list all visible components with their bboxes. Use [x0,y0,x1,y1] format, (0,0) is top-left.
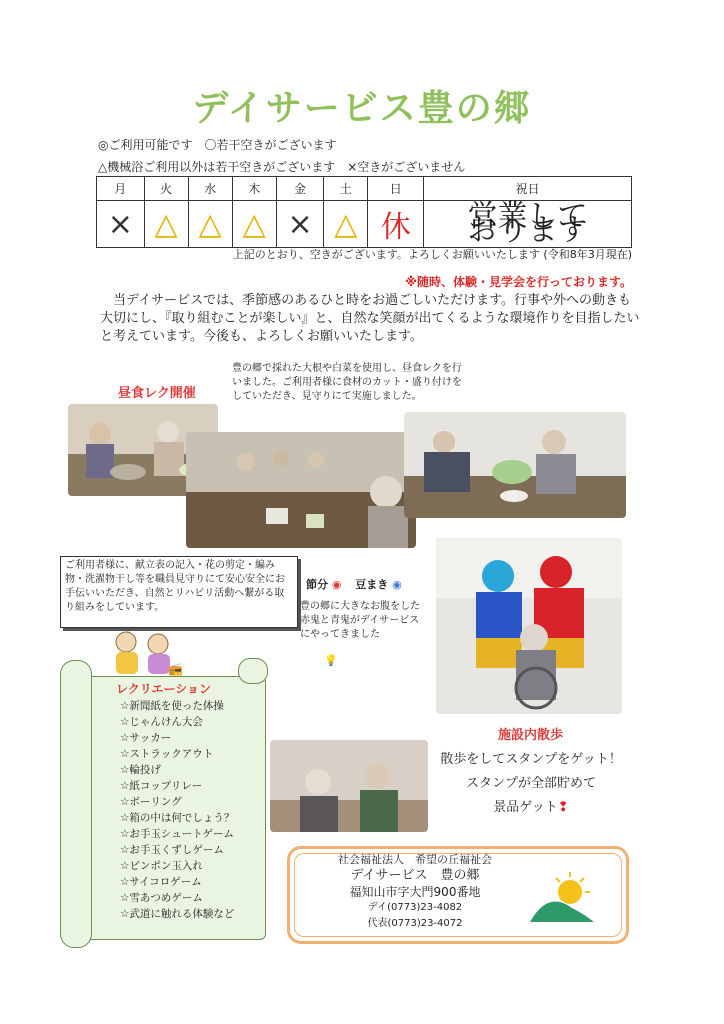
mark-thu: △ [232,201,276,248]
availability-table [96,176,632,248]
contact-text [300,852,530,932]
sunrise-logo [528,868,596,924]
contact-org: 社会福祉法人 希望の丘福祉会 [338,853,492,866]
exclamation-icon: ❢ [557,800,569,815]
scroll-left-roll [60,660,92,948]
mark-sun: 休 [368,201,424,248]
recreation-item: ☆雪あつめゲーム [120,892,203,904]
radio-icon: 📻 [168,662,183,676]
scroll-top-roll [238,658,268,684]
mark-mon: × [97,201,145,248]
contact-tel-day: デイ(0773)23-4082 [367,902,463,913]
mamemaki-label: 豆まき [355,578,389,591]
walk-photo [270,740,428,832]
recreation-item: ☆紙コップリレー [120,780,203,792]
recreation-item: ☆箱の中は何でしょう？ [120,812,235,824]
walk-line-2: スタンプが全部貯めて [465,776,596,791]
day-thu: 木 [232,177,276,201]
recreation-item: ☆サイコロゲーム [120,876,202,888]
oni-photo [436,538,622,714]
lightbulb-icon: 💡 [324,654,338,667]
contact-address: 福知山市字大門900番地 [349,885,481,899]
legend-line-2: △機械浴ご利用以外は若干空きがございます ×空きがございません [98,160,466,174]
blue-oni-icon: ◉ [392,578,402,591]
walk-line-3-wrap [436,796,626,820]
recreation-item: ☆じゃんけん大会 [120,716,203,728]
recreation-item: ☆武道に触れる体験など [120,908,235,920]
walk-line-1: 散歩をしてスタンプをゲット！ [440,752,622,767]
recreation-item: ☆ピンポン玉入れ [120,860,203,872]
day-wed: 水 [188,177,232,201]
day-tue: 火 [144,177,188,201]
red-oni-icon: ◉ [331,578,342,591]
day-sat: 土 [324,177,368,201]
recreation-heading: レクリエーション [116,682,212,696]
recreation-item: ☆新聞紙を使った体操 [120,700,224,712]
setsubun-heading [306,576,402,592]
mark-tue: △ [144,201,188,248]
cutting-photo [404,412,626,518]
day-holiday: 祝日 [424,177,632,201]
day-fri: 金 [276,177,324,201]
mark-wed: △ [188,201,232,248]
recreation-item: ☆ボーリング [120,796,182,808]
lunch-heading: 昼食レク開催 [118,386,196,401]
day-sun: 日 [368,177,424,201]
intro-paragraph: 当デイサービスでは、季節感のあるひと時をお過ごしいただけます。行事や外への動きも大切にし、『取り組むことが楽しい』と、自然な笑顔が出てくるような環境作りを目指したいと考えています。今後も、よろしくお願いいたします。 [100,293,640,344]
mark-sat: △ [324,201,368,248]
contact-name: デイサービス 豊の郷 [350,868,480,883]
mark-fri: × [276,201,324,248]
recreation-item: ☆サッカー [120,732,172,744]
day-mon: 月 [97,177,145,201]
dining-photo [186,432,416,548]
walk-heading: 施設内散歩 [498,728,564,743]
chores-box: ご利用者様に、献立表の記入・花の剪定・編み物・洗濯物干し等を職員見守りにて安心安全にお手伝いいただき、自然とリハビリ活動へ繋がる取り組みをしています。 [60,556,298,628]
recreation-item: ☆輪投げ [120,764,161,776]
setsubun-text: 豊の郷に大きなお腹をした赤鬼と青鬼がデイサービスにやってきました [300,601,420,640]
recreation-item: ☆お手玉シュートゲーム [120,828,234,840]
trial-note: ※随時、体験・見学会を行っております。 [405,275,632,289]
page-title: デイサービス豊の郷 [192,88,532,129]
walk-line-3: 景品ゲット [493,800,558,815]
contact-tel-main: 代表(0773)23-4072 [367,918,463,929]
walk-text [436,748,626,820]
lunch-text: 豊の郷で採れた大根や白菜を使用し、昼食レクを行いました。ご利用者様に食材のカット・盛り付けをしていただき、見守りにて実施しました。 [232,363,462,402]
availability-note: 上記のとおり、空きがございます。よろしくお願いいたします (令和8年3月現在) [232,248,632,261]
mark-holiday: 営業して おります [424,201,632,248]
recreation-list [120,698,234,922]
recreation-item: ☆ストラックアウト [120,748,214,760]
setsubun-label: 節分 [306,578,328,591]
legend-line-1: ◎ご利用可能です 〇若干空きがございます [98,138,337,152]
recreation-item: ☆お手玉くずしゲーム [120,844,224,856]
